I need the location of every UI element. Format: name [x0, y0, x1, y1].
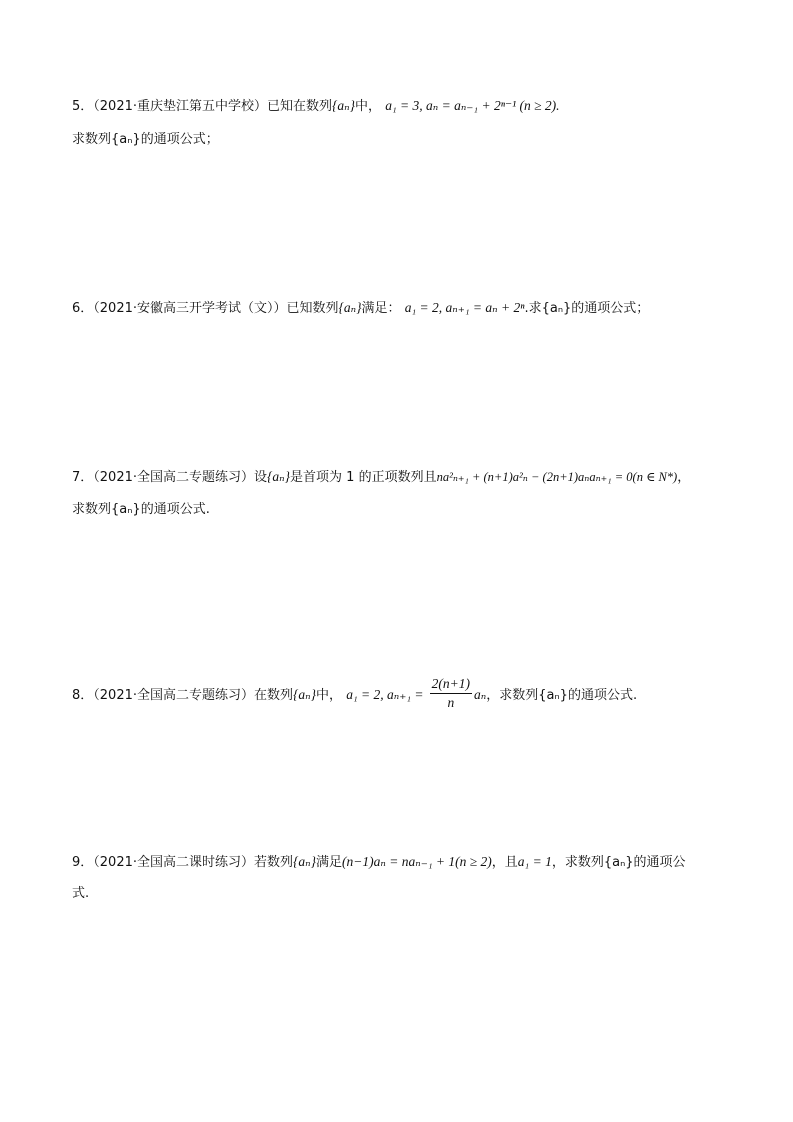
problem-9-line-2	[72, 884, 89, 904]
problem-8-formula-post: aₙ	[474, 687, 487, 702]
problem-7-tail: ，	[677, 470, 691, 485]
problem-5-mid: 中，	[355, 99, 382, 114]
problem-9-tail-2: ，求数列{aₙ}的通项公	[551, 855, 686, 870]
problem-7-question: 求数列{aₙ}的通项公式.	[72, 502, 210, 517]
problem-9-formula-2: a₁ = 1	[517, 854, 552, 869]
problem-7-line-1	[72, 467, 690, 488]
problem-8-label: 8．（2021·全国高二专题练习）在数列	[72, 688, 293, 703]
problem-8-line-1	[72, 677, 637, 714]
problem-5-formula: a₁ = 3, aₙ = aₙ₋₁ + 2ⁿ⁻¹ (n ≥ 2).	[385, 98, 560, 113]
problem-5-label: 5．（2021·重庆垫江第五中学校）已知在数列	[72, 99, 332, 114]
problem-8-mid: 中，	[316, 688, 343, 703]
problem-6-sequence: {aₙ}	[338, 300, 362, 315]
problem-8-fraction-numerator: 2(n+1)	[430, 675, 472, 694]
problem-6-line-1	[72, 298, 649, 319]
problem-9-continuation: 式.	[72, 886, 90, 901]
problem-9-formula: (n−1)aₙ = naₙ₋₁ + 1(n ≥ 2)	[342, 854, 492, 869]
problem-7-label: 7．（2021·全国高二专题练习）设	[72, 470, 267, 485]
problem-9-sequence: {aₙ}	[293, 854, 317, 869]
problem-5-line-1	[72, 96, 560, 117]
problem-6-label: 6．（2021·安徽高三开学考试（文））已知数列	[72, 301, 339, 316]
problem-7-mid: 是首项为 1 的正项数列且	[290, 470, 437, 485]
problem-6-formula: a₁ = 2, aₙ₊₁ = aₙ + 2ⁿ	[404, 300, 525, 315]
problem-8-sequence: {aₙ}	[293, 687, 317, 702]
problem-9-tail: ，且	[491, 855, 518, 870]
problem-8-tail: ，求数列{aₙ}的通项公式.	[486, 688, 638, 703]
problem-7-line-2	[72, 500, 210, 520]
problem-9-mid: 满足	[316, 855, 343, 870]
problem-8-formula-pre: a₁ = 2, aₙ₊₁ =	[346, 687, 424, 702]
problem-6-tail: .求{aₙ}的通项公式；	[524, 301, 650, 316]
problem-9-line-1	[72, 852, 686, 873]
problem-8-fraction-denominator: n	[447, 695, 455, 710]
problem-5-sequence: {aₙ}	[332, 98, 356, 113]
problem-7-formula: na²ₙ₊₁ + (n+1)a²ₙ − (2n+1)aₙaₙ₊₁ = 0(n ∈ N*)	[436, 470, 678, 484]
problem-7-sequence: {aₙ}	[267, 469, 291, 484]
problem-5-question: 求数列{aₙ}的通项公式；	[72, 132, 219, 147]
problem-8-fraction	[430, 675, 472, 712]
problem-6-mid: 满足：	[361, 301, 401, 316]
problem-5-line-2	[72, 130, 219, 150]
problem-9-label: 9．（2021·全国高二课时练习）若数列	[72, 855, 293, 870]
